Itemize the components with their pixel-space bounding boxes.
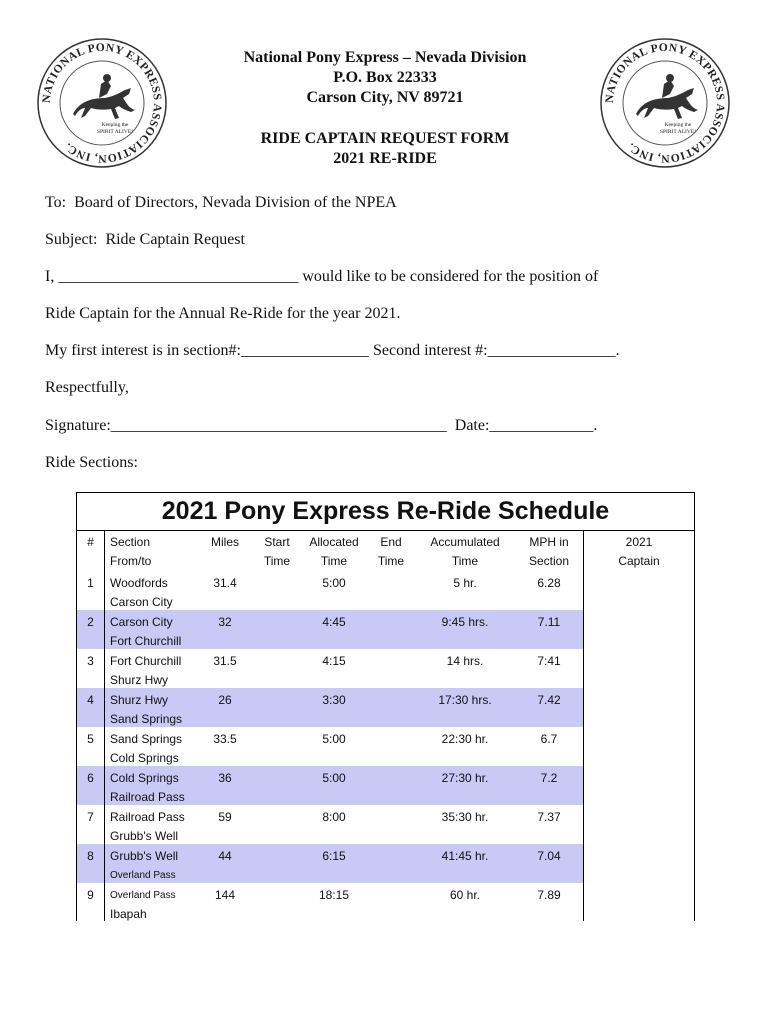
row-mph: 6.7: [540, 732, 558, 746]
row-allocated-time: 8:00: [322, 810, 346, 824]
row-miles: 31.4: [213, 576, 237, 590]
row-allocated-time: 3:30: [322, 693, 346, 707]
row-mph: 7.89: [537, 888, 561, 902]
row-miles: 44: [218, 849, 232, 863]
row-accumulated-time: 9:45 hrs.: [441, 615, 489, 629]
section-to: Cold Springs: [110, 751, 179, 765]
section-from: Carson City: [110, 615, 173, 629]
row-miles: 33.5: [213, 732, 237, 746]
row-mph: 6.28: [537, 576, 561, 590]
row-accumulated-time: 17:30 hrs.: [438, 693, 492, 707]
section-from: Grubb's Well: [110, 849, 179, 863]
row-allocated-time: 5:00: [322, 576, 346, 590]
row-miles: 32: [218, 615, 232, 629]
letterhead: [0, 48, 770, 169]
header-miles: Miles: [210, 535, 239, 549]
address-line-1: P.O. Box 22333: [333, 69, 437, 86]
section-from: Shurz Hwy: [110, 693, 169, 707]
logo-tagline-2: SPIRIT ALIVE!: [96, 129, 134, 135]
row-section: [110, 613, 181, 651]
schedule-table: [76, 492, 695, 921]
row-allocated-time: 4:15: [322, 654, 346, 668]
row-section: [110, 691, 182, 729]
table-row: [77, 727, 583, 766]
row-number: 6: [87, 771, 94, 785]
header-allocated: Allocated Time: [309, 535, 359, 568]
table-row: [77, 688, 583, 727]
logo-ring-text: NATIONAL PONY EXPRESS ASSOCIATION, INC.: [40, 41, 164, 165]
section-from: Cold Springs: [110, 771, 179, 785]
row-accumulated-time: 5 hr.: [453, 576, 477, 590]
row-mph: 7:41: [537, 654, 561, 668]
row-section: [110, 574, 173, 612]
row-mph: 7.42: [537, 693, 561, 707]
row-number: 1: [87, 576, 94, 590]
row-accumulated-time: 60 hr.: [449, 888, 481, 902]
header-start: Start Time: [263, 535, 291, 568]
row-section: [110, 730, 182, 768]
table-row: [77, 844, 583, 883]
row-miles: 36: [218, 771, 232, 785]
row-number: 7: [87, 810, 94, 824]
row-accumulated-time: 27:30 hr.: [441, 771, 489, 785]
subject-line: Subject: Ride Captain Request: [45, 231, 245, 248]
section-to: Ibapah: [110, 907, 147, 921]
table-row: [77, 610, 583, 649]
table-row: [77, 883, 583, 922]
header-mph: MPH in Section: [528, 535, 570, 568]
row-section: [110, 769, 185, 807]
sections-label: Ride Sections:: [45, 454, 138, 471]
section-to: Fort Churchill: [110, 634, 182, 648]
header-section: Section From/to: [110, 535, 152, 568]
interest-line[interactable]: My first interest is in section#:________________ Second interest #:________________.: [45, 342, 620, 359]
section-to: Carson City: [110, 595, 173, 609]
row-number: 2: [87, 615, 94, 629]
intro-line-2: Ride Captain for the Annual Re-Ride for the year 2021.: [45, 305, 401, 322]
row-allocated-time: 6:15: [322, 849, 346, 863]
row-number: 3: [87, 654, 94, 668]
row-allocated-time: 18:15: [318, 888, 350, 902]
table-row: [77, 571, 583, 610]
row-allocated-time: 5:00: [322, 732, 346, 746]
row-mph: 7.11: [537, 615, 561, 629]
header-captain: 2021 Captain: [618, 535, 660, 568]
row-mph: 7.37: [537, 810, 561, 824]
section-to: Shurz Hwy: [110, 673, 169, 687]
org-name: National Pony Express – Nevada Division: [243, 49, 527, 66]
table-row: [77, 805, 583, 844]
table-row: [77, 649, 583, 688]
logo-tagline-1: Keeping the: [101, 122, 129, 128]
row-allocated-time: 5:00: [322, 771, 346, 785]
logo-tagline-2: SPIRIT ALIVE!: [659, 129, 697, 135]
section-to: Sand Springs: [110, 712, 183, 726]
row-accumulated-time: 14 hrs.: [446, 654, 484, 668]
row-section: [110, 886, 176, 924]
row-mph: 7.2: [540, 771, 558, 785]
section-to: Railroad Pass: [110, 790, 185, 804]
form-title: RIDE CAPTAIN REQUEST FORM: [260, 130, 510, 147]
header-accumulated: Accumulated Time: [430, 535, 500, 568]
address-line-2: Carson City, NV 89721: [306, 89, 464, 106]
row-number: 8: [87, 849, 94, 863]
row-allocated-time: 4:45: [322, 615, 346, 629]
section-from: Woodfords: [110, 576, 168, 590]
row-miles: 144: [214, 888, 236, 902]
row-number: 4: [87, 693, 94, 707]
section-to: Grubb's Well: [110, 829, 179, 843]
row-section: [110, 847, 178, 885]
row-accumulated-time: 22:30 hr.: [441, 732, 489, 746]
row-number: 5: [87, 732, 94, 746]
section-to: Overland Pass: [110, 870, 176, 881]
row-section: [110, 652, 181, 690]
section-from: Fort Churchill: [110, 654, 182, 668]
header-end: End Time: [377, 535, 405, 568]
row-miles: 59: [218, 810, 232, 824]
header-num: #: [87, 535, 94, 549]
intro-line[interactable]: I, ______________________________ would like to be considered for the position of: [45, 268, 599, 285]
row-section: [110, 808, 185, 846]
signature-line[interactable]: Signature:__________________________________________ Date:_____________.: [45, 417, 598, 434]
to-line: To: Board of Directors, Nevada Division of the NPEA: [45, 194, 397, 211]
schedule-title: 2021 Pony Express Re-Ride Schedule: [161, 497, 610, 525]
logo-tagline-1: Keeping the: [664, 122, 692, 128]
form-subtitle: 2021 RE-RIDE: [333, 150, 437, 167]
row-number: 9: [87, 888, 94, 902]
row-mph: 7.04: [537, 849, 561, 863]
closing-line: Respectfully,: [45, 379, 129, 396]
section-from: Railroad Pass: [110, 810, 185, 824]
section-from: Overland Pass: [110, 890, 176, 901]
row-miles: 26: [218, 693, 232, 707]
row-miles: 31.5: [213, 654, 237, 668]
table-header-row: [77, 533, 694, 571]
logo-ring-text: NATIONAL PONY EXPRESS ASSOCIATION, INC.: [603, 41, 727, 165]
table-row: [77, 766, 583, 805]
section-from: Sand Springs: [110, 732, 183, 746]
row-accumulated-time: 35:30 hr.: [441, 810, 489, 824]
row-accumulated-time: 41:45 hr.: [441, 849, 489, 863]
